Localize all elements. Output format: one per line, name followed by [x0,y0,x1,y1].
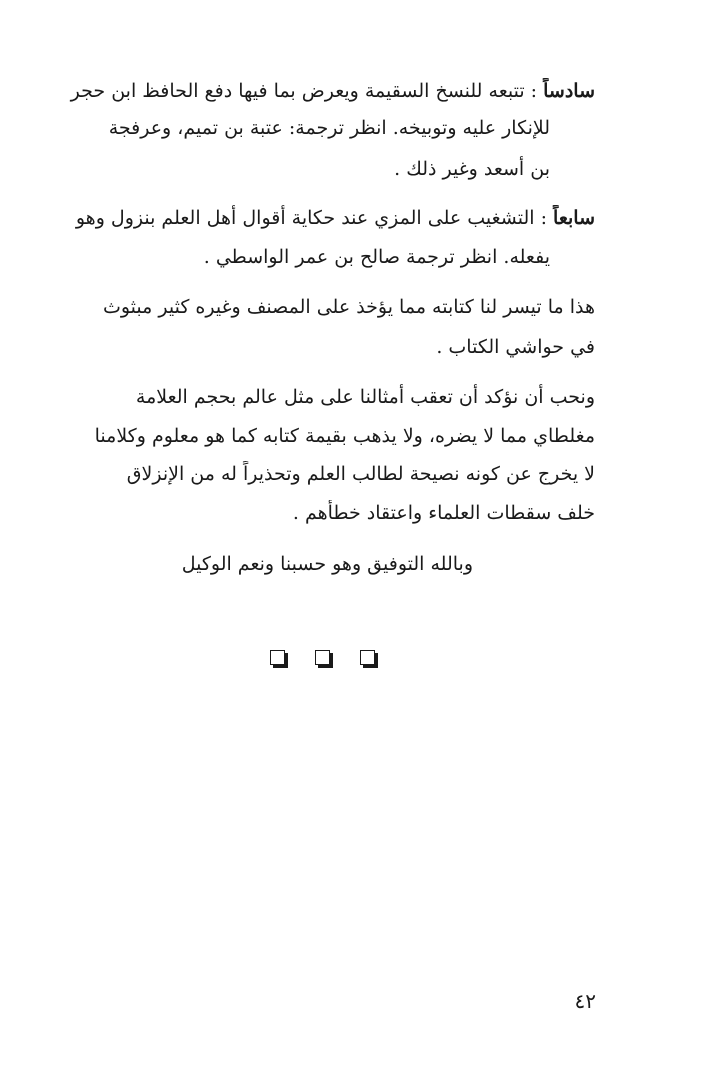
paragraph-conclusion-line-1: ونحب أن نؤكد أن تعقب أمثالنا على مثل عالم بحجم العلامة [135,386,595,408]
closing-line: وبالله التوفيق وهو حسبنا ونعم الوكيل [181,553,473,575]
paragraph-summary-line-2: في حواشي الكتاب . [436,336,595,358]
paragraph-sixth-line-1 [35,78,595,104]
square-ornament-icon [315,650,335,670]
paragraph-conclusion-line-2: مغلطاي مما لا يضره، ولا يذهب بقيمة كتابه كما هو معلوم وكلامنا [94,425,595,447]
paragraph-sixth-text: : تتبعه للنسخ السقيمة ويعرض بما فيها دفع الحافظ ابن حجر [70,80,538,102]
paragraph-seventh-line-1 [35,205,595,231]
paragraph-sixth-line-2: للإنكار عليه وتوبيخه. انظر ترجمة: عتبة بن تميم، وعرفجة [108,117,550,139]
paragraph-seventh-heading: سابعاً [553,207,595,229]
paragraph-sixth-heading: سادساً [543,80,595,102]
square-ornament-icon [360,650,380,670]
paragraph-summary-line-1: هذا ما تيسر لنا كتابته مما يؤخذ على المصنف وغيره كثير مبثوث [102,296,595,318]
paragraph-conclusion-line-3: لا يخرج عن كونه نصيحة لطالب العلم وتحذيراً له من الإنزلاق [126,463,595,485]
page-number: ٤٢ [574,989,596,1013]
section-end-ornaments [270,650,380,674]
paragraph-conclusion-line-4: خلف سقطات العلماء واعتقاد خطأهم . [292,502,595,524]
square-ornament-icon [270,650,290,670]
paragraph-seventh-text: : التشغيب على المزي عند حكاية أقوال أهل العلم بنزول وهو [75,207,547,229]
paragraph-sixth-line-3: بن أسعد وغير ذلك . [394,158,550,180]
paragraph-seventh-line-2: يفعله. انظر ترجمة صالح بن عمر الواسطي . [203,246,550,268]
